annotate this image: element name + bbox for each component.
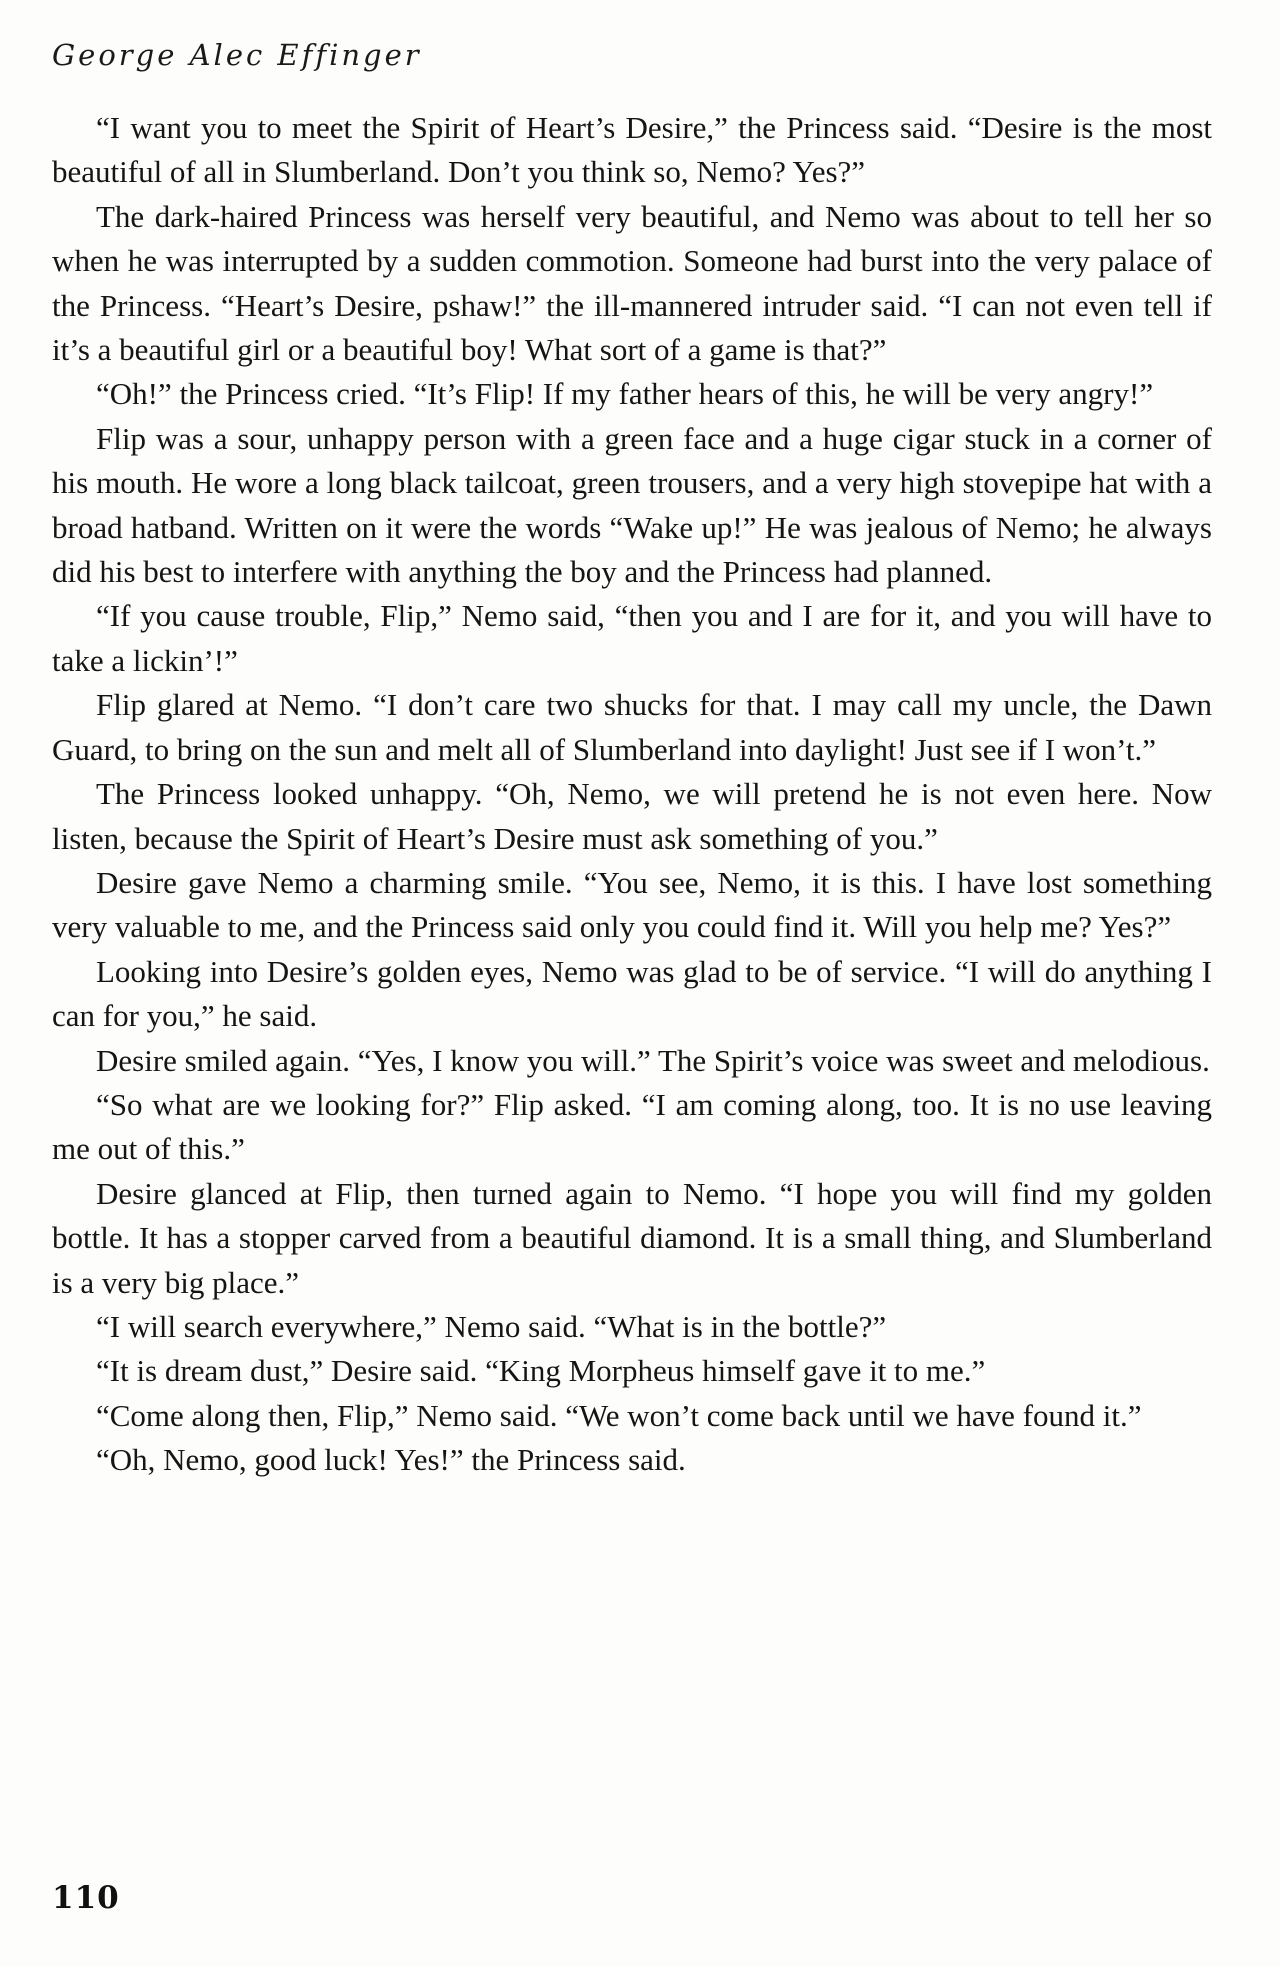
paragraph: Desire smiled again. “Yes, I know you will.” The Spirit’s voice was sweet and melodious. (96, 1042, 1210, 1078)
page-number: 110 (52, 1880, 120, 1916)
paragraph: Flip glared at Nemo. “I don’t care two shucks for that. I may call my uncle, the Dawn Guard, to bring on the sun and melt all of Slumberland into daylight! Just see if I won’t.” (52, 687, 1212, 767)
paragraph: “Come along then, Flip,” Nemo said. “We won’t come back until we have found it.” (96, 1397, 1142, 1433)
paragraph: “Oh!” the Princess cried. “It’s Flip! If my father hears of this, he will be very angry!” (96, 376, 1154, 412)
paragraph: Desire gave Nemo a charming smile. “You see, Nemo, it is this. I have lost something very valuable to me, and the Princess said only you could find it. Will you help me? Yes?” (52, 864, 1212, 945)
paragraph: Looking into Desire’s golden eyes, Nemo was glad to be of service. “I will do anything I can for you,” he said. (52, 953, 1212, 1034)
body-text (52, 106, 1212, 1483)
paragraph: “I will search everywhere,” Nemo said. “What is in the bottle?” (96, 1308, 887, 1344)
paragraph: “So what are we looking for?” Flip asked. “I am coming along, too. It is no use leaving me out of this.” (52, 1086, 1212, 1167)
paragraph: “I want you to meet the Spirit of Heart’s Desire,” the Princess said. “Desire is the most beautiful of all in Slumberland. Don’t you think so, Nemo? Yes?” (52, 110, 1212, 190)
paragraph: Flip was a sour, unhappy person with a green face and a huge cigar stuck in a corner of his mouth. He wore a long black tailcoat, green trousers, and a very high stovepipe hat with a broad hatband. Written on it were the words “Wake up!” He was jealous of Nemo; he always did his best to interfere with anything the boy and the Princess had planned. (52, 420, 1212, 590)
paragraph: “If you cause trouble, Flip,” Nemo said, “then you and I are for it, and you will have to take a lickin’!” (52, 598, 1212, 678)
paragraph: “It is dream dust,” Desire said. “King Morpheus himself gave it to me.” (96, 1353, 986, 1389)
paragraph: Desire glanced at Flip, then turned again to Nemo. “I hope you will find my golden bottle. It has a stopper carved from a beautiful diamond. It is a small thing, and Slumberland is a very big place.” (52, 1175, 1212, 1300)
running-head-author: George Alec Effinger (52, 38, 422, 72)
paragraph: The Princess looked unhappy. “Oh, Nemo, we will pretend he is not even here. Now listen, because the Spirit of Heart’s Desire must ask something of you.” (52, 776, 1212, 856)
paragraph: The dark-haired Princess was herself very beautiful, and Nemo was about to tell her so when he was interrupted by a sudden commotion. Someone had burst into the very palace of the Princess. “Heart’s Desire, pshaw!” the ill-mannered intruder said. “I can not even tell if it’s a beautiful girl or a beautiful boy! What sort of a game is that?” (52, 198, 1212, 368)
paragraph: “Oh, Nemo, good luck! Yes!” the Princess said. (96, 1442, 686, 1478)
